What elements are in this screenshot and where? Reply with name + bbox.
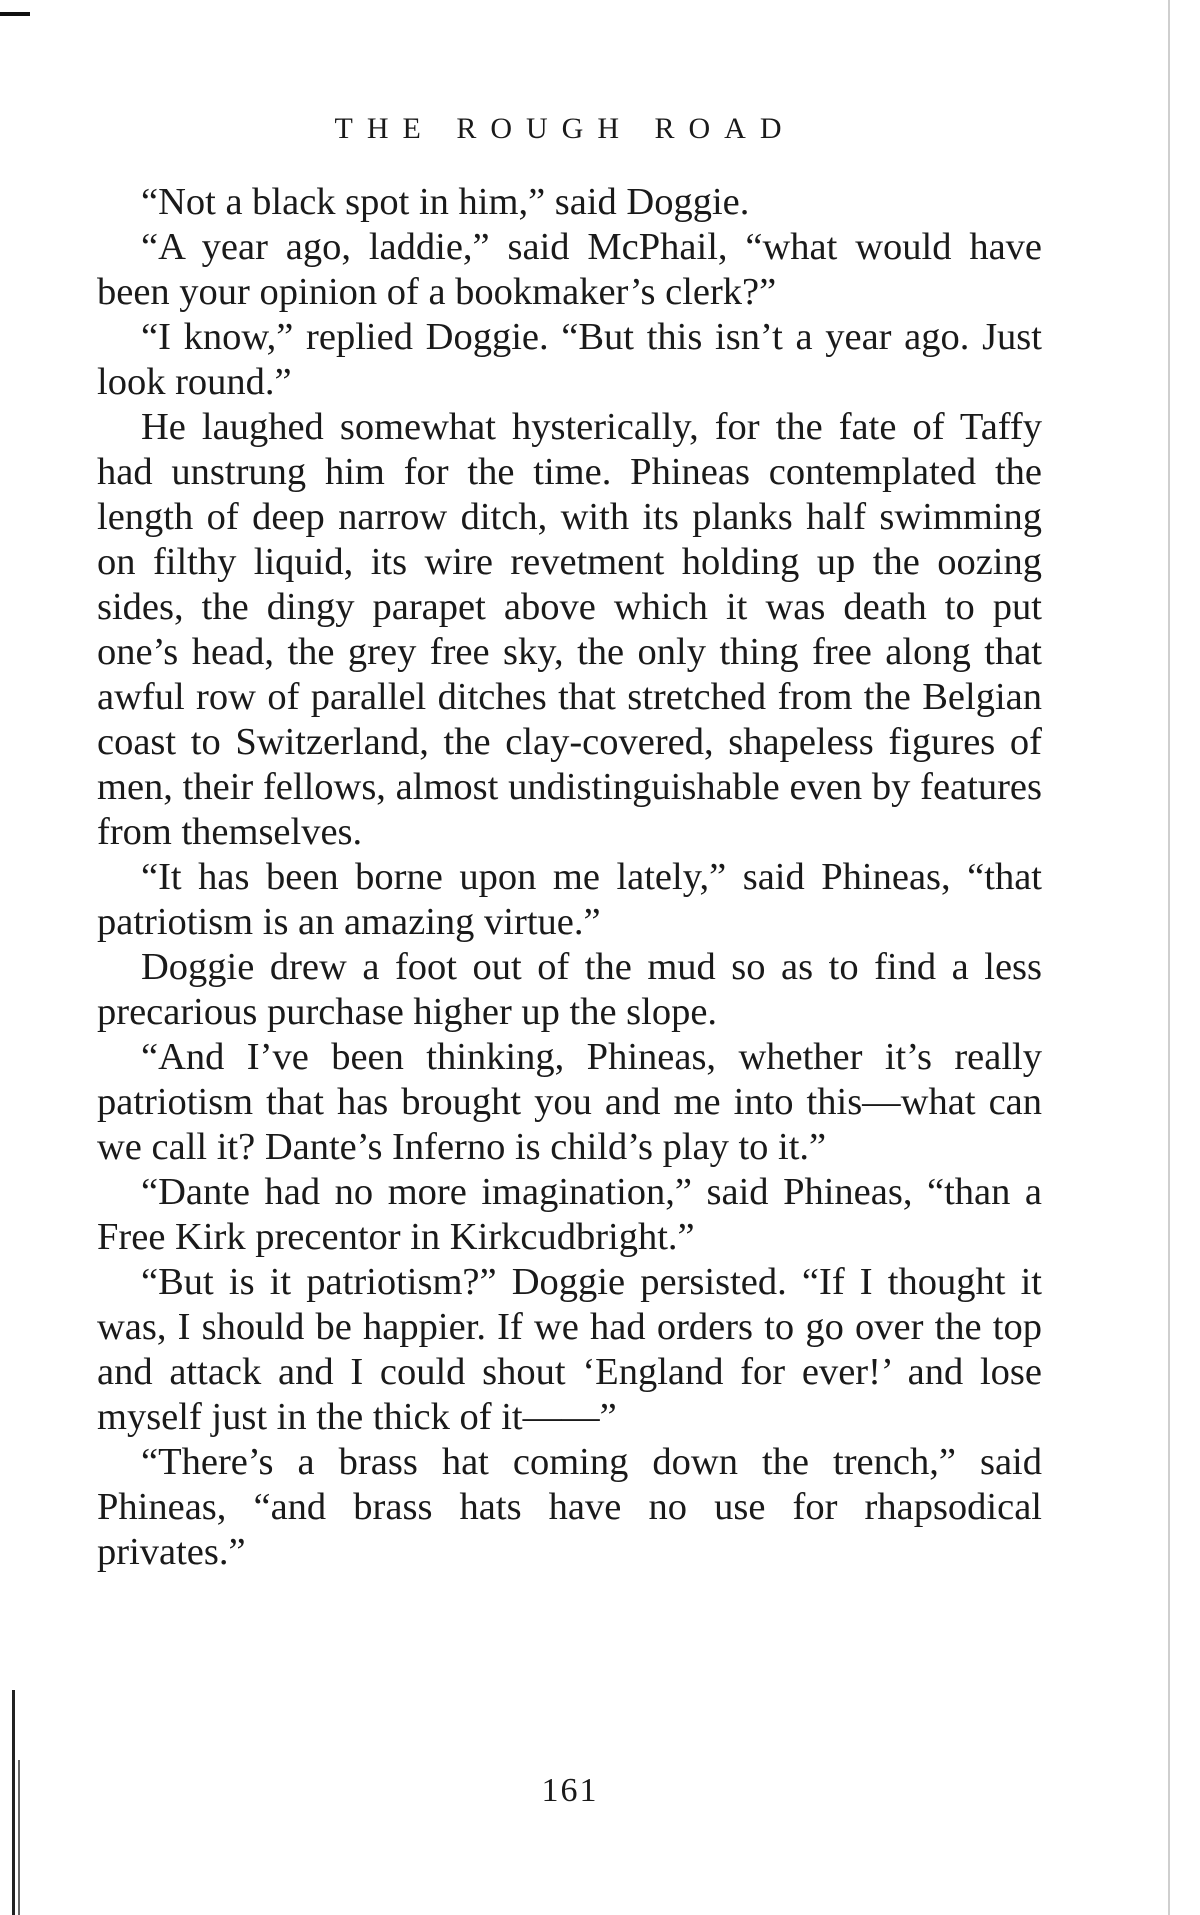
paragraph: “Dante had no more imagination,” said Phineas, “than a Free Kirk precentor in Kirkcudbright.” — [97, 1171, 1042, 1258]
scan-edge-mark — [0, 12, 30, 16]
running-head: THE ROUGH ROAD — [334, 112, 796, 145]
paragraph: “There’s a brass hat coming down the trench,” said Phineas, “and brass hats have no use for rhapsodical privates.” — [97, 1441, 1042, 1573]
paragraph: “I know,” replied Doggie. “But this isn’t a year ago. Just look round.” — [97, 316, 1042, 403]
paragraph: “But is it patriotism?” Doggie persisted. “If I thought it was, I should be happier. If we had orders to go over the top and attack and I could shout ‘England for ever!’ and lose myself just in the thick of it——” — [97, 1261, 1042, 1438]
paragraph: “And I’ve been thinking, Phineas, whether it’s really patriotism that has brought you and me into this—what can we call it? Dante’s Inferno is child’s play to it.” — [97, 1036, 1042, 1168]
paragraph: “It has been borne upon me lately,” said Phineas, “that patriotism is an amazing virtue.” — [97, 856, 1042, 943]
paragraph: Doggie drew a foot out of the mud so as to find a less precarious purchase higher up the slope. — [97, 946, 1042, 1033]
body-text — [97, 180, 1042, 1575]
page-number: 161 — [541, 1772, 599, 1809]
paragraph: He laughed somewhat hysterically, for the fate of Taffy had unstrung him for the time. Phineas contemplated the length of deep narrow ditch, with its planks half swimming on filthy liquid, its wire revetment holding up the oozing sides, the dingy parapet above which it was death to put one’s head, the grey free sky, the only thing free along that awful row of parallel ditches that stretched from the Belgian coast to Switzerland, the clay-covered, shapeless figures of men, their fellows, almost undistinguishable even by features from themselves. — [97, 406, 1042, 853]
paragraph: “A year ago, laddie,” said McPhail, “what would have been your opinion of a bookmaker’s clerk?” — [97, 226, 1042, 313]
page-edge-rule — [1168, 0, 1170, 1915]
paragraph: “Not a black spot in him,” said Doggie. — [141, 181, 750, 223]
